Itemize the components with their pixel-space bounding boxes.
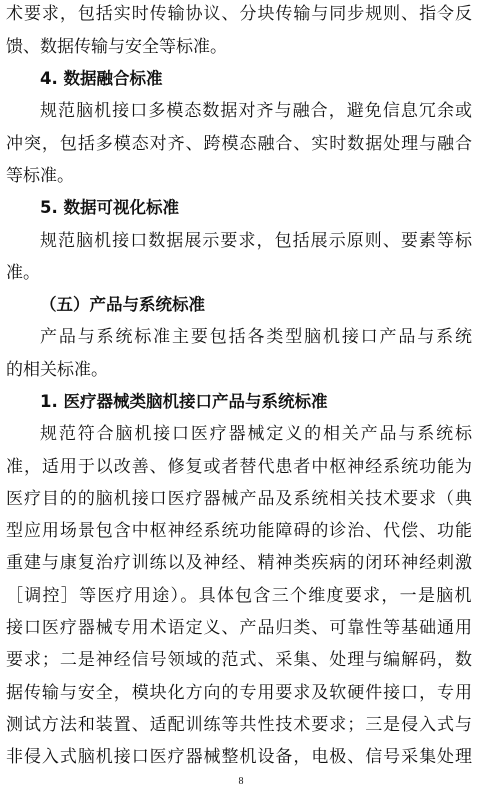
text-line-22: 据传输与安全，模块化方向的专用要求及软硬件接口，专用 bbox=[6, 683, 473, 703]
text-line-16: 医疗目的的脑机接口医疗器械产品及系统相关技术要求（典 bbox=[6, 489, 473, 509]
text-line-6: 等标准。 bbox=[6, 166, 74, 186]
section-heading-1: 1. 医疗器械类脑机接口产品与系统标准 bbox=[40, 392, 328, 411]
text-line-8: 规范脑机接口数据展示要求，包括展示原则、要素等标 bbox=[40, 231, 474, 251]
text-line-9: 准。 bbox=[6, 263, 40, 283]
text-line-5: 冲突，包括多模态对齐、跨模态融合、实时数据处理与融合 bbox=[6, 134, 473, 154]
text-line-1: 术要求，包括实时传输协议、分块传输与同步规则、指令反 bbox=[6, 4, 473, 24]
text-line-14: 规范符合脑机接口医疗器械定义的相关产品与系统标 bbox=[40, 424, 474, 444]
section-heading-5: 5. 数据可视化标准 bbox=[40, 198, 179, 217]
text-line-18: 重建与康复治疗训练以及神经、精神类疾病的闭环神经刺激 bbox=[6, 553, 473, 573]
page-number: 8 bbox=[238, 776, 244, 787]
text-line-12: 的相关标准。 bbox=[6, 360, 108, 380]
section-heading-five: （五）产品与系统标准 bbox=[40, 295, 205, 314]
text-line-2: 馈、数据传输与安全等标准。 bbox=[6, 37, 227, 57]
text-line-23: 测试方法和装置、适配训练等共性技术要求；三是侵入式与 bbox=[6, 715, 473, 735]
section-heading-4: 4. 数据融合标准 bbox=[40, 69, 163, 88]
text-line-20: 接口医疗器械专用术语定义、产品归类、可靠性等基础通用 bbox=[6, 618, 473, 638]
text-line-24: 非侵入式脑机接口医疗器械整机设备，电极、信号采集处理 bbox=[6, 747, 473, 767]
text-line-17: 型应用场景包含中枢神经系统功能障碍的诊治、代偿、功能 bbox=[6, 521, 473, 541]
text-line-15: 准，适用于以改善、修复或者替代患者中枢神经系统功能为 bbox=[6, 457, 473, 477]
text-line-4: 规范脑机接口多模态数据对齐与融合，避免信息冗余或 bbox=[40, 101, 474, 121]
text-line-21: 要求；二是神经信号领域的范式、采集、处理与编解码，数 bbox=[6, 650, 473, 670]
text-line-11: 产品与系统标准主要包括各类型脑机接口产品与系统 bbox=[40, 327, 474, 347]
text-line-19: ［调控］等医疗用途）。具体包含三个维度要求，一是脑机 bbox=[6, 586, 473, 606]
